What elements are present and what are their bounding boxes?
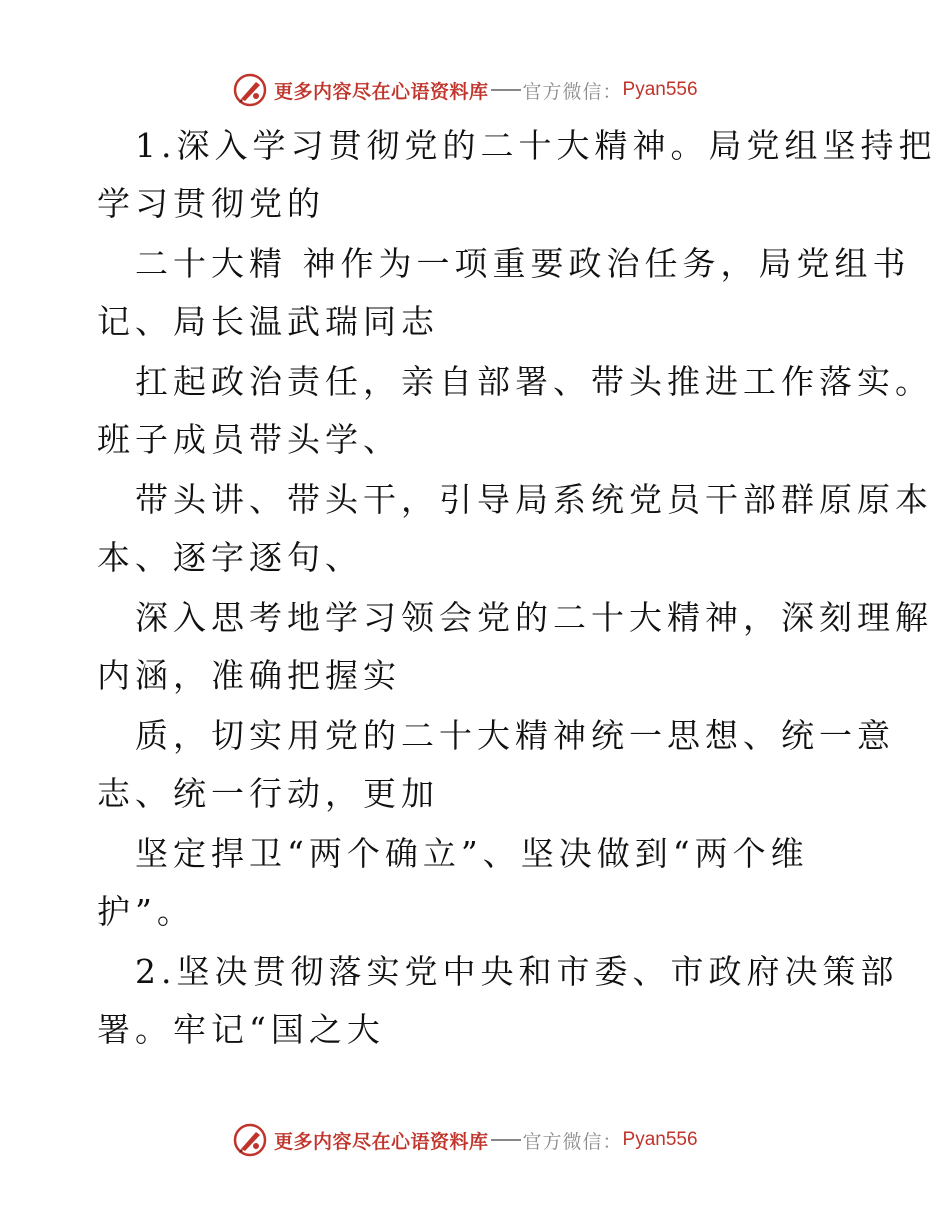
body-line: 扛起政治责任，亲自部署、带头推进工作落实。 xyxy=(135,362,933,401)
pen-logo-icon xyxy=(232,72,268,108)
header-watermark xyxy=(232,70,698,110)
watermark-text: 更多内容尽在心语资料库 xyxy=(274,80,489,103)
body-line: 质，切实用党的二十大精神统一思想、统一意 xyxy=(135,716,895,755)
body-line: 深入思考地学习领会党的二十大精神，深刻理解 xyxy=(135,598,933,637)
body-line: 1.深入学习贯彻党的二十大精神。局党组坚持把 xyxy=(135,126,937,165)
body-line: 志、统一行动，更加 xyxy=(97,774,439,813)
body-line: 2.坚决贯彻落实党中央和市委、市政府决策部 xyxy=(135,952,899,991)
watermark-dash xyxy=(491,89,521,91)
watermark-text: 更多内容尽在心语资料库 xyxy=(274,1130,489,1153)
body-line: 带头讲、带头干，引导局系统党员干部群原原本 xyxy=(135,480,933,519)
watermark-id: Pyan556 xyxy=(622,1129,698,1150)
watermark-id: Pyan556 xyxy=(622,79,698,100)
watermark-dash xyxy=(491,1139,521,1141)
body-line: 内涵，准确把握实 xyxy=(97,656,401,695)
watermark-label: 官方微信： xyxy=(522,1130,623,1153)
body-line: 学习贯彻党的 xyxy=(97,184,325,223)
pen-logo-icon xyxy=(232,1122,268,1158)
watermark-label: 官方微信： xyxy=(522,80,623,103)
footer-watermark xyxy=(232,1120,698,1160)
body-line: 坚定捍卫“两个确立”、坚决做到“两个维 xyxy=(135,834,809,873)
body-line: 护”。 xyxy=(97,892,195,931)
body-line: 记、局长温武瑞同志 xyxy=(97,302,439,341)
body-line: 二十大精 神作为一项重要政治任务，局党组书 xyxy=(135,244,911,283)
body-line: 班子成员带头学、 xyxy=(97,420,401,459)
body-line: 本、逐字逐句、 xyxy=(97,538,363,577)
body-line: 署。牢记“国之大 xyxy=(97,1010,385,1049)
